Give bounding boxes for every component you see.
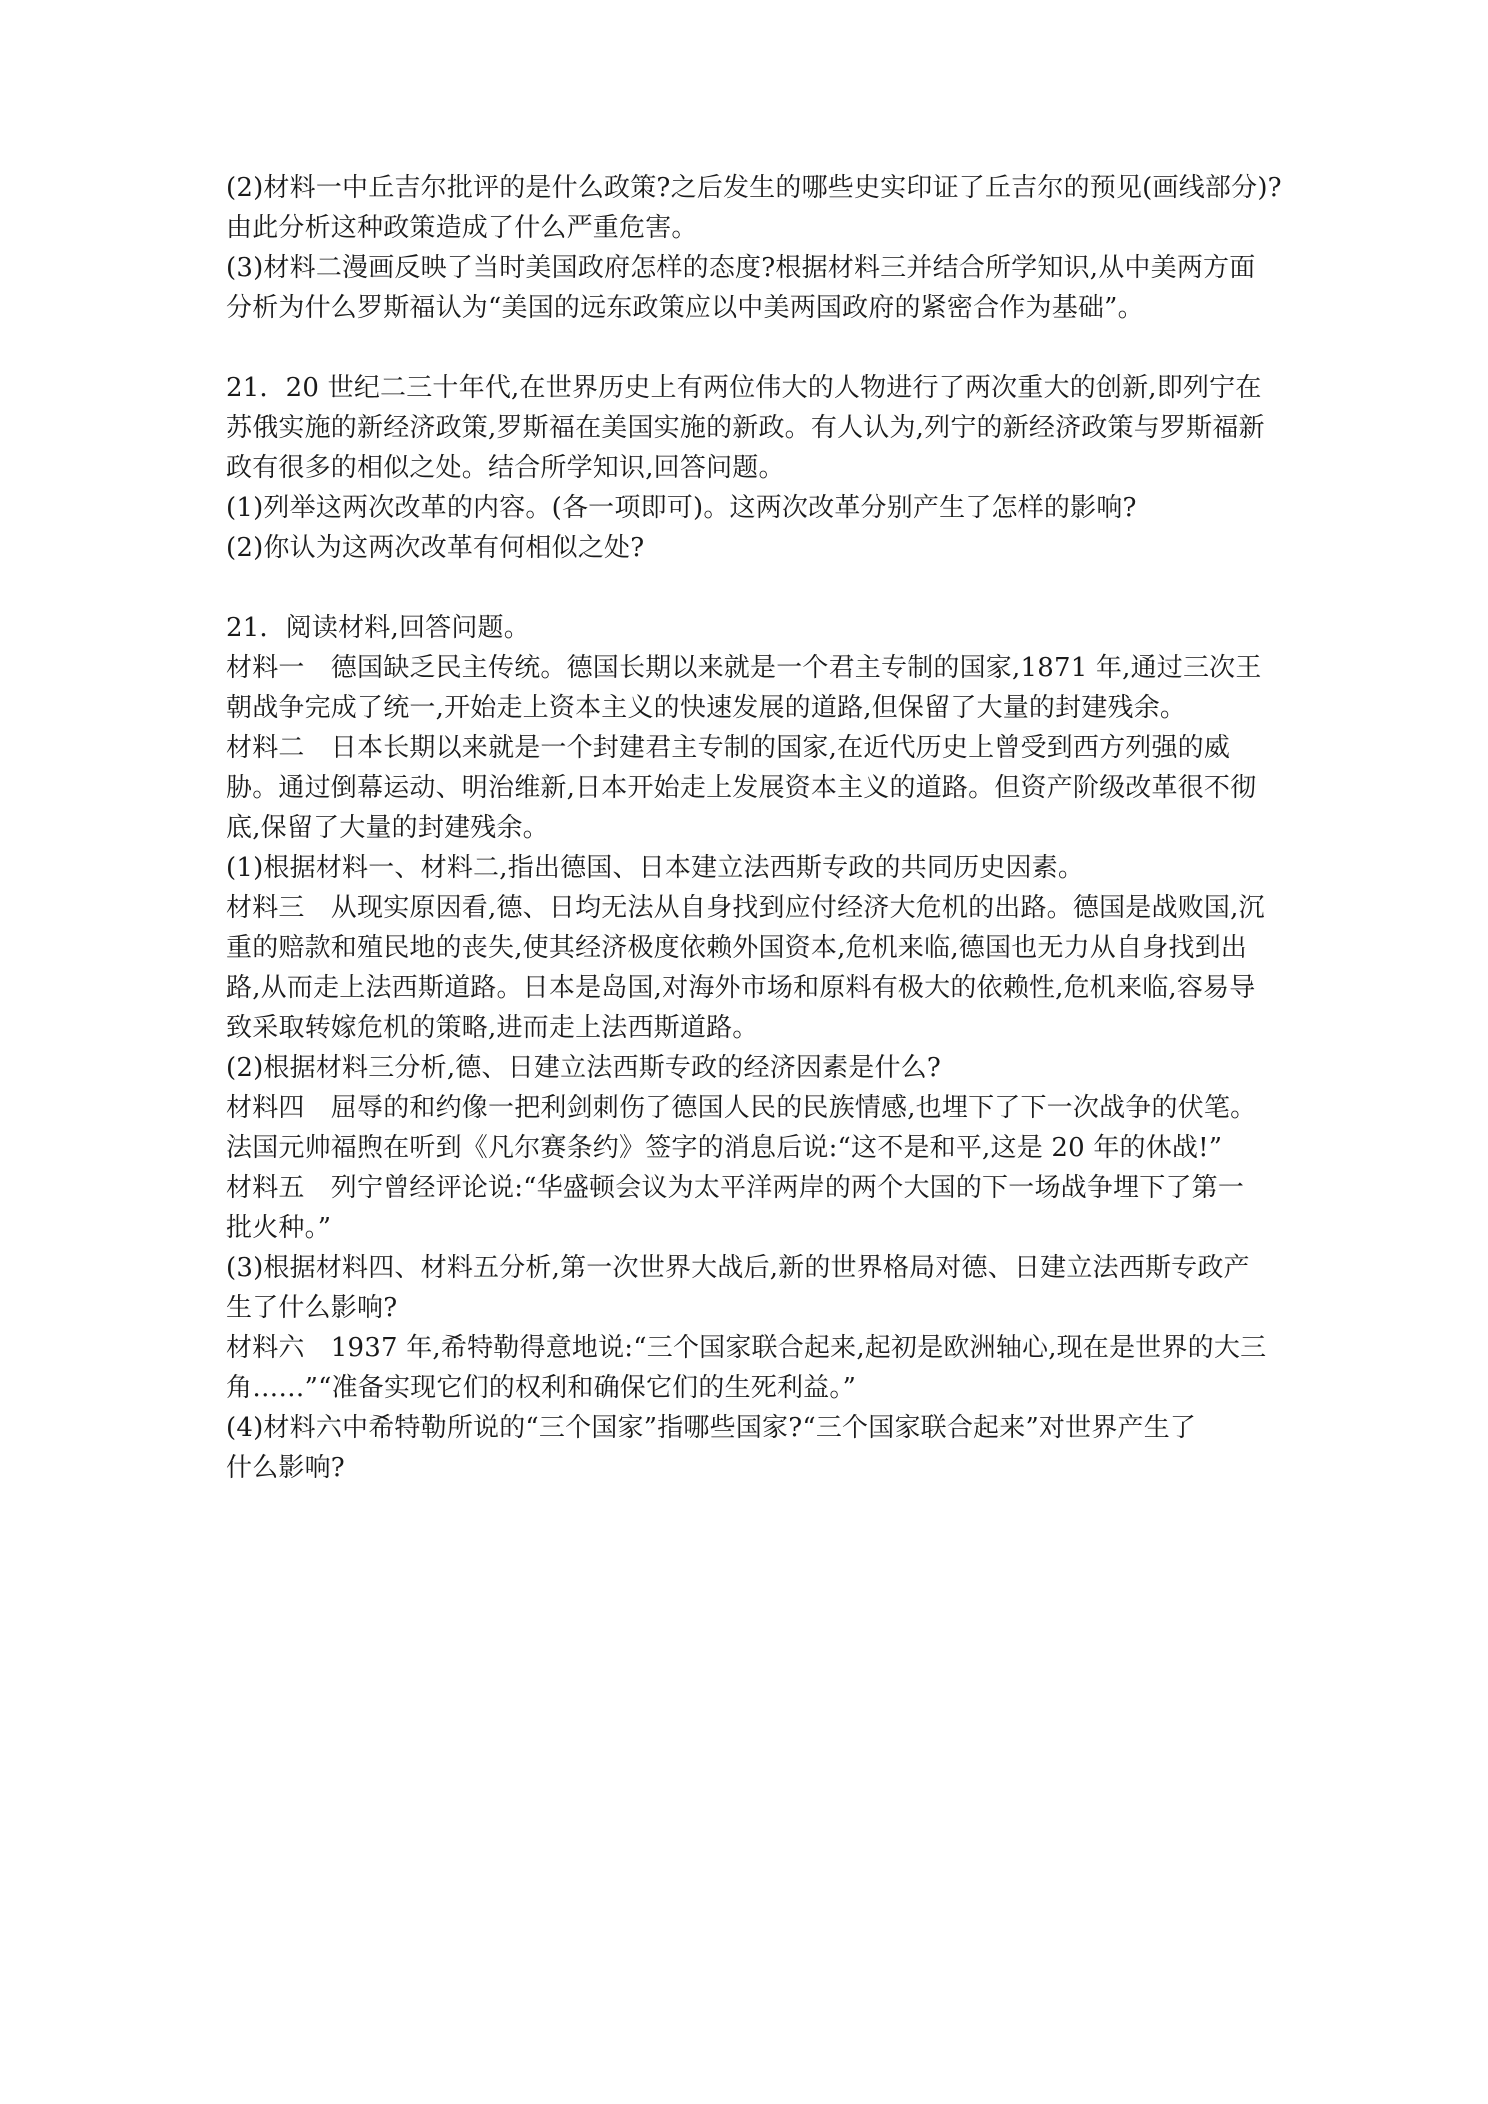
text-line: 朝战争完成了统一,开始走上资本主义的快速发展的道路,但保留了大量的封建残余。 <box>226 693 1187 723</box>
text-line: 政有很多的相似之处。结合所学知识,回答问题。 <box>226 453 785 483</box>
text-line: 21．阅读材料,回答问题。 <box>226 613 530 643</box>
text-line: 材料五 列宁曾经评论说:“华盛顿会议为太平洋两岸的两个大国的下一场战争埋下了第一 <box>226 1173 1245 1203</box>
text-line: 什么影响? <box>226 1453 345 1483</box>
text-line: 底,保留了大量的封建残余。 <box>226 813 549 843</box>
text-line: 法国元帅福煦在听到《凡尔赛条约》签字的消息后说:“这不是和平,这是 20 年的休战!” <box>226 1133 1223 1163</box>
question-21-fascism <box>226 608 1266 1488</box>
text-line: 材料三 从现实原因看,德、日均无法从自身找到应付经济大危机的出路。德国是战败国,沉 <box>226 893 1265 923</box>
text-line: 材料六 1937 年,希特勒得意地说:“三个国家联合起来,起初是欧洲轴心,现在是世界的大三 <box>226 1333 1267 1363</box>
text-line: 材料二 日本长期以来就是一个封建君主专制的国家,在近代历史上曾受到西方列强的威 <box>226 733 1231 763</box>
question-21-reforms <box>226 368 1266 568</box>
text-line: 21．20 世纪二三十年代,在世界历史上有两位伟大的人物进行了两次重大的创新,即列宁在 <box>226 373 1262 403</box>
text-line: (4)材料六中希特勒所说的“三个国家”指哪些国家?“三个国家联合起来”对世界产生了 <box>226 1413 1197 1443</box>
text-line: 生了什么影响? <box>226 1293 398 1323</box>
question-20-continuation <box>226 168 1282 328</box>
text-line: (2)根据材料三分析,德、日建立法西斯专政的经济因素是什么? <box>226 1053 942 1083</box>
paragraph-gap <box>226 328 1266 368</box>
text-line: 由此分析这种政策造成了什么严重危害。 <box>226 213 698 243</box>
text-line: (2)你认为这两次改革有何相似之处? <box>226 533 645 563</box>
text-line: 重的赔款和殖民地的丧失,使其经济极度依赖外国资本,危机来临,德国也无力从自身找到出 <box>226 933 1247 963</box>
paragraph-gap <box>226 568 1266 608</box>
text-line: 苏俄实施的新经济政策,罗斯福在美国实施的新政。有人认为,列宁的新经济政策与罗斯福新 <box>226 413 1265 443</box>
document-page <box>226 168 1282 1488</box>
text-line: 批火种。” <box>226 1213 332 1243</box>
text-line: (2)材料一中丘吉尔批评的是什么政策?之后发生的哪些史实印证了丘吉尔的预见(画线部分)? <box>226 173 1282 203</box>
text-line: 角……”“准备实现它们的权利和确保它们的生死利益。” <box>226 1373 857 1403</box>
text-line: 分析为什么罗斯福认为“美国的远东政策应以中美两国政府的紧密合作为基础”。 <box>226 293 1144 323</box>
text-line: 材料四 屈辱的和约像一把利剑刺伤了德国人民的民族情感,也埋下了下一次战争的伏笔。 <box>226 1093 1257 1123</box>
text-line: 致采取转嫁危机的策略,进而走上法西斯道路。 <box>226 1013 759 1043</box>
text-line: 胁。通过倒幕运动、明治维新,日本开始走上发展资本主义的道路。但资产阶级改革很不彻 <box>226 773 1257 803</box>
text-line: (3)材料二漫画反映了当时美国政府怎样的态度?根据材料三并结合所学知识,从中美两方面 <box>226 253 1256 283</box>
text-line: 材料一 德国缺乏民主传统。德国长期以来就是一个君主专制的国家,1871 年,通过三次王 <box>226 653 1262 683</box>
text-line: (1)列举这两次改革的内容。(各一项即可)。这两次改革分别产生了怎样的影响? <box>226 493 1137 523</box>
text-line: (3)根据材料四、材料五分析,第一次世界大战后,新的世界格局对德、日建立法西斯专政产 <box>226 1253 1250 1283</box>
text-line: (1)根据材料一、材料二,指出德国、日本建立法西斯专政的共同历史因素。 <box>226 853 1085 883</box>
text-line: 路,从而走上法西斯道路。日本是岛国,对海外市场和原料有极大的依赖性,危机来临,容易导 <box>226 973 1256 1003</box>
